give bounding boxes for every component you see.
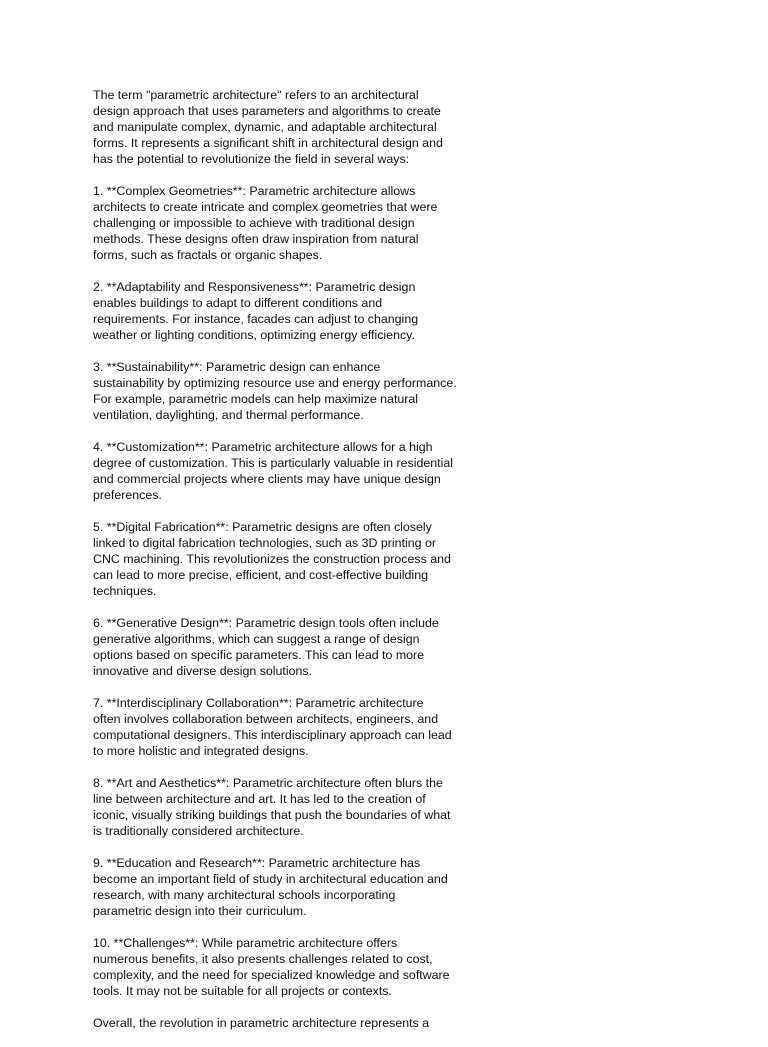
text-line: 10. **Challenges**: While parametric architecture offers — [93, 936, 398, 950]
text-line: 2. **Adaptability and Responsiveness**: Parametric design — [93, 280, 416, 294]
text-line: requirements. For instance, facades can adjust to changing — [93, 312, 419, 326]
text-line: 6. **Generative Design**: Parametric design tools often include — [93, 616, 439, 630]
text-line: computational designers. This interdisciplinary approach can lead — [93, 728, 452, 742]
text-line: sustainability by optimizing resource use and energy performance. — [93, 376, 457, 390]
text-line: preferences. — [93, 488, 162, 502]
intro-paragraph — [93, 87, 483, 167]
text-line: CNC machining. This revolutionizes the construction process and — [93, 552, 451, 566]
list-item-generative-design — [93, 615, 483, 679]
text-line: 5. **Digital Fabrication**: Parametric designs are often closely — [93, 520, 432, 534]
text-line: challenging or impossible to achieve with traditional design — [93, 216, 415, 230]
text-line: forms. It represents a significant shift in architectural design and — [93, 136, 443, 150]
text-line: and commercial projects where clients may have unique design — [93, 472, 441, 486]
list-item-customization — [93, 439, 483, 503]
text-line: 4. **Customization**: Parametric architecture allows for a high — [93, 440, 433, 454]
text-line: forms, such as fractals or organic shapes. — [93, 248, 323, 262]
text-line: complexity, and the need for specialized knowledge and software — [93, 968, 450, 982]
text-line: to more holistic and integrated designs. — [93, 744, 309, 758]
text-line: tools. It may not be suitable for all projects or contexts. — [93, 984, 392, 998]
text-line: can lead to more precise, efficient, and cost-effective building — [93, 568, 428, 582]
text-line: line between architecture and art. It has led to the creation of — [93, 792, 426, 806]
text-line: architects to create intricate and complex geometries that were — [93, 200, 438, 214]
text-line: linked to digital fabrication technologies, such as 3D printing or — [93, 536, 437, 550]
text-line: is traditionally considered architecture. — [93, 824, 304, 838]
conclusion-paragraph — [93, 1015, 483, 1031]
text-line: techniques. — [93, 584, 157, 598]
list-item-digital-fabrication — [93, 519, 483, 599]
text-line: parametric design into their curriculum. — [93, 904, 307, 918]
text-line: iconic, visually striking buildings that push the boundaries of what — [93, 808, 451, 822]
text-line: ventilation, daylighting, and thermal performance. — [93, 408, 364, 422]
list-item-complex-geometries — [93, 183, 483, 263]
list-item-interdisciplinary-collaboration — [93, 695, 483, 759]
list-item-art-and-aesthetics — [93, 775, 483, 839]
text-line: The term "parametric architecture" refers to an architectural — [93, 88, 419, 102]
text-line: research, with many architectural schools incorporating — [93, 888, 396, 902]
list-item-sustainability — [93, 359, 483, 423]
text-line: degree of customization. This is particularly valuable in residential — [93, 456, 453, 470]
text-line: numerous benefits, it also presents challenges related to cost, — [93, 952, 433, 966]
text-line: and manipulate complex, dynamic, and adaptable architectural — [93, 120, 437, 134]
text-line: innovative and diverse design solutions. — [93, 664, 313, 678]
text-line: methods. These designs often draw inspiration from natural — [93, 232, 419, 246]
text-line: generative algorithms, which can suggest a range of design — [93, 632, 420, 646]
text-line: 1. **Complex Geometries**: Parametric architecture allows — [93, 184, 416, 198]
text-line: options based on specific parameters. This can lead to more — [93, 648, 425, 662]
text-line: often involves collaboration between architects, engineers, and — [93, 712, 439, 726]
text-line: weather or lighting conditions, optimizing energy efficiency. — [93, 328, 415, 342]
list-item-adaptability — [93, 279, 483, 343]
text-line: Overall, the revolution in parametric architecture represents a — [93, 1016, 430, 1030]
document-body — [93, 87, 483, 1047]
text-line: design approach that uses parameters and algorithms to create — [93, 104, 441, 118]
list-item-education-and-research — [93, 855, 483, 919]
text-line: 9. **Education and Research**: Parametric architecture has — [93, 856, 421, 870]
text-line: become an important field of study in architectural education and — [93, 872, 448, 886]
list-item-challenges — [93, 935, 483, 999]
text-line: enables buildings to adapt to different conditions and — [93, 296, 383, 310]
text-line: For example, parametric models can help maximize natural — [93, 392, 419, 406]
text-line: 7. **Interdisciplinary Collaboration**: Parametric architecture — [93, 696, 424, 710]
text-line: 3. **Sustainability**: Parametric design can enhance — [93, 360, 381, 374]
text-line: has the potential to revolutionize the field in several ways: — [93, 152, 410, 166]
text-line: 8. **Art and Aesthetics**: Parametric architecture often blurs the — [93, 776, 443, 790]
